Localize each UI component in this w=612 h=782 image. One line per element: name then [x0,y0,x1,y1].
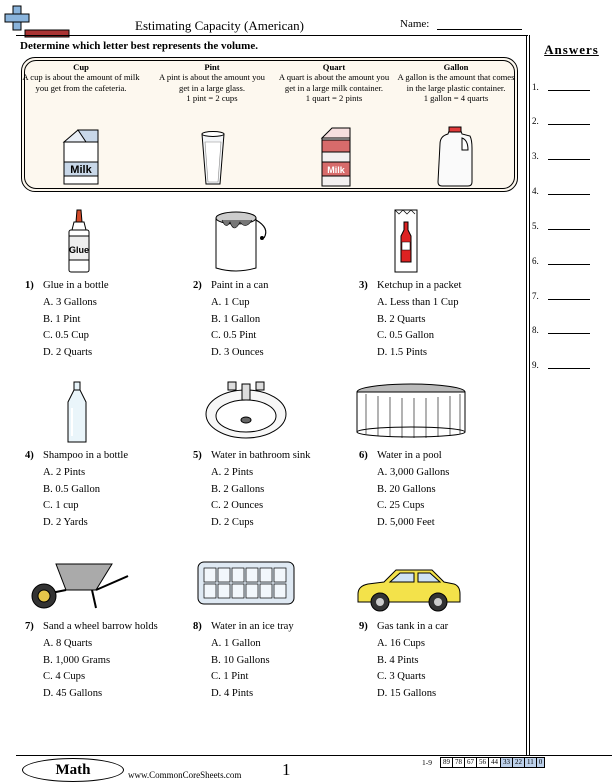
answer-option[interactable]: A. 8 Quarts [43,637,93,649]
answer-row[interactable] [532,325,612,335]
answer-option[interactable]: A. 3,000 Gallons [377,466,450,478]
answer-option[interactable]: B. 4 Pints [377,654,419,666]
reference-heading: Gallon [443,62,469,72]
ice-tray-icon [196,558,296,608]
answer-row[interactable] [532,256,612,266]
answer-option[interactable]: B. 2 Gallons [211,483,265,495]
question-number: 4) [25,450,34,461]
question-6 [359,448,449,532]
answer-row[interactable] [532,82,612,92]
answer-option[interactable]: D. 5,000 Feet [377,517,435,529]
question-number: 2) [193,280,202,291]
answer-option[interactable]: D. 2 Yards [43,517,88,529]
reference-text: A gallon is the amount that comes in the large plastic container. [397,72,515,93]
car-icon [354,564,462,614]
question-number: 6) [359,450,368,461]
answer-option[interactable]: D. 2 Cups [211,517,254,529]
answer-row[interactable] [532,116,612,126]
answer-label: 6. [532,256,539,266]
reference-note: 1 gallon = 4 quarts [423,93,489,104]
answer-option[interactable]: C. 0.5 Gallon [377,330,435,342]
answer-option[interactable]: A. 2 Pints [43,466,86,478]
answer-row[interactable] [532,221,612,231]
math-badge: Math [22,758,124,782]
answer-label: 2. [532,116,539,126]
bathroom-sink-icon [204,378,288,440]
answer-option[interactable]: C. 0.5 Cup [43,330,89,342]
reference-text: A pint is about the amount you get in a large glass. [159,72,265,93]
site-url[interactable]: www.CommonCoreSheets.com [128,770,242,780]
score-cell: 44 [489,757,501,768]
answer-label: 3. [532,151,539,161]
answer-option[interactable]: C. 1 cup [43,500,79,512]
reference-heading: Cup [73,62,89,72]
answer-option[interactable]: A. 1 Gallon [211,637,261,649]
answer-option[interactable]: C. 2 Ounces [211,500,264,512]
reference-note: 1 pint = 2 cups [186,93,238,104]
answer-option[interactable]: D. 1.5 Pints [377,347,428,359]
answer-label: 8. [532,325,539,335]
question-text: Paint in a can [211,280,269,291]
carton-label: Milk [70,164,92,176]
answer-option[interactable]: A. 16 Cups [377,637,425,649]
answer-option[interactable]: D. 2 Quarts [43,347,93,359]
score-cell: 0 [537,757,546,768]
answer-option[interactable]: B. 2 Quarts [377,313,426,325]
question-5 [193,448,310,532]
glass-icon [200,130,226,188]
reference-quart [275,62,393,104]
glue-bottle-icon [66,208,92,274]
answer-option[interactable]: B. 1 Pint [43,313,81,325]
score-cell: 11 [525,757,537,768]
question-2 [193,278,268,362]
question-text: Shampoo in a bottle [43,450,129,461]
answer-option[interactable]: C. 3 Quarts [377,671,426,683]
answer-column-divider [529,35,530,755]
answer-row[interactable] [532,151,612,161]
question-8 [193,619,294,703]
question-9 [359,619,448,703]
question-text: Water in an ice tray [211,621,294,632]
answer-label: 7. [532,291,539,301]
pool-icon [354,382,468,438]
reference-gallon [397,62,515,104]
answer-label: 4. [532,186,539,196]
question-text: Water in bathroom sink [211,450,311,461]
question-text: Gas tank in a car [377,621,449,632]
question-3 [359,278,461,362]
ketchup-packet-icon [393,208,419,274]
answer-option[interactable]: B. 1 Gallon [211,313,261,325]
score-cell: 89 [440,757,453,768]
question-7 [25,619,158,703]
question-text: Glue in a bottle [43,280,109,291]
reference-note: 1 quart = 2 pints [305,93,363,104]
answer-row[interactable] [532,360,612,370]
question-1 [25,278,109,362]
reference-pint [153,62,271,104]
answer-label: 1. [532,82,539,92]
answer-option[interactable]: A. 2 Pints [211,466,254,478]
question-number: 9) [359,621,368,632]
answer-label: 5. [532,221,539,231]
paint-can-icon [212,208,272,274]
milk-carton-small-icon [58,128,104,186]
reference-text: A cup is about the amount of milk you get from the cafeteria. [22,72,140,93]
score-cell: 78 [453,757,465,768]
footer-divider [16,755,612,756]
page-number: 1 [282,760,291,779]
reference-heading: Pint [204,62,220,72]
instructions: Determine which letter best represents the volume. [20,40,258,52]
answer-option[interactable]: B. 10 Gallons [211,654,270,666]
answer-option[interactable]: A. 3 Gallons [43,296,97,308]
answer-option[interactable]: B. 20 Gallons [377,483,436,495]
answer-option[interactable]: D. 3 Ounces [211,347,264,359]
answer-option[interactable]: C. 0.5 Pint [211,330,257,342]
question-text: Water in a pool [377,450,442,461]
score-cell: 67 [465,757,477,768]
reference-heading: Quart [322,62,346,72]
header-divider [16,35,528,36]
answer-column-divider [526,35,527,755]
answer-option[interactable]: D. 4 Pints [211,688,254,700]
gallon-jug-icon [432,126,478,188]
glue-label: Glue [68,245,90,255]
question-text: Ketchup in a packet [377,280,462,291]
answer-row[interactable] [532,186,612,196]
name-field-line [437,29,522,30]
reference-cup [22,62,140,93]
question-number: 5) [193,450,202,461]
answers-title: Answers [544,42,599,57]
answer-option[interactable]: D. 45 Gallons [43,688,103,700]
answer-option[interactable]: B. 1,000 Grams [43,654,111,666]
question-number: 3) [359,280,368,291]
answer-row[interactable] [532,291,612,301]
question-number: 7) [25,621,34,632]
answer-option[interactable]: C. 1 Pint [211,671,249,683]
plus-minus-logo-icon [3,4,73,38]
answer-option[interactable]: A. Less than 1 Cup [377,296,459,308]
score-cell: 56 [477,757,489,768]
answer-option[interactable]: C. 25 Cups [377,500,425,512]
answer-option[interactable]: C. 4 Cups [43,671,86,683]
answer-option[interactable]: A. 1 Cup [211,296,250,308]
wheelbarrow-icon [26,556,130,612]
answer-label: 9. [532,360,539,370]
score-table [440,757,545,768]
question-number: 1) [25,280,34,291]
score-cell: 33 [501,757,513,768]
question-4 [25,448,128,532]
reference-text: A quart is about the amount you get in a large milk container. [278,72,390,93]
page-title: Estimating Capacity (American) [135,18,304,33]
question-text: Sand a wheel barrow holds [43,621,158,632]
answer-option[interactable]: B. 0.5 Gallon [43,483,101,495]
question-number: 8) [193,621,202,632]
score-range-label: 1-9 [422,758,432,767]
name-label: Name: [400,18,430,30]
carton-label: Milk [327,165,345,175]
answer-option[interactable]: D. 15 Gallons [377,688,437,700]
milk-carton-large-icon [318,126,354,188]
shampoo-bottle-icon [64,380,90,446]
score-cell: 22 [513,757,525,768]
